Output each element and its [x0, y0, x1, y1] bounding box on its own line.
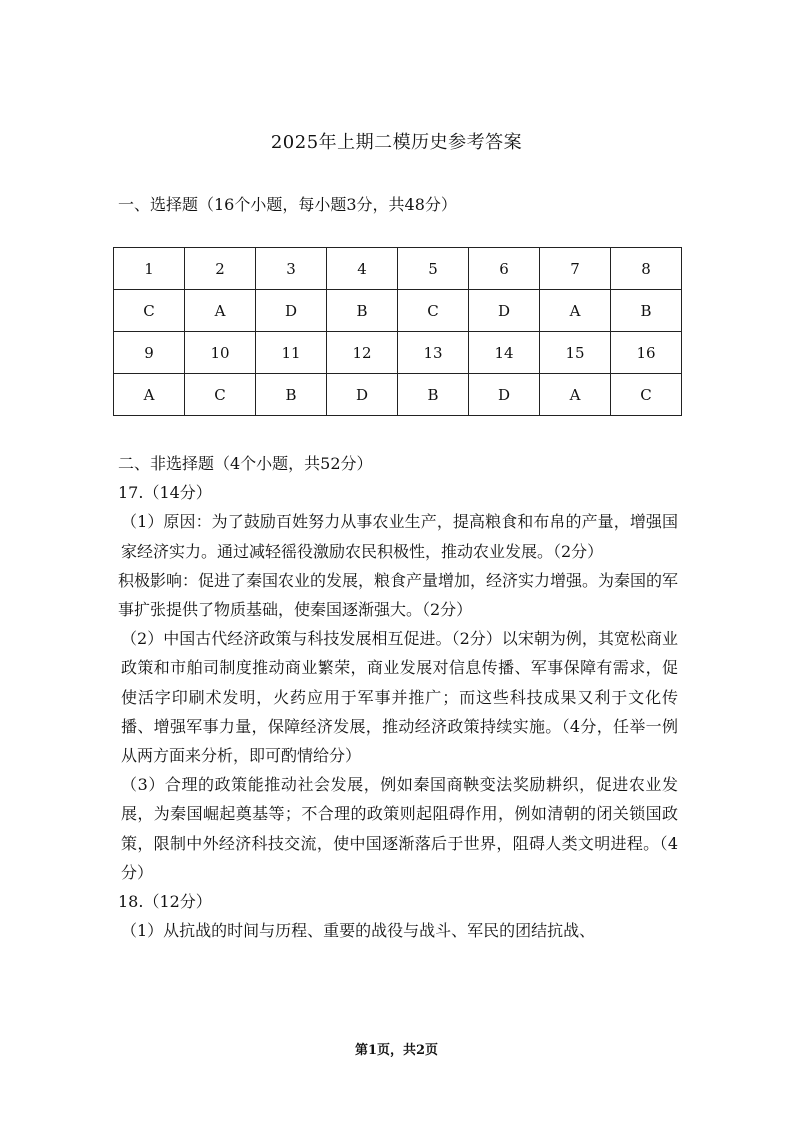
- table-cell: 13: [398, 332, 469, 374]
- page-title: 2025年上期二模历史参考答案: [270, 132, 523, 153]
- q17-part2: （2）中国古代经济政策与科技发展相互促进。（2分）以宋朝为例，其宽松商业政策和市舶司制度推动商业繁荣，商业发展对信息传播、军事保障有需求，促使活字印刷术发明，火药应用于军事并推广；而这些科技成果又利于文化传播、增强军事力量，保障经济发展，推动经济政策持续实施。（4分，任举一例从两方面来分析，即可酌情给分）: [121, 629, 678, 766]
- section1-heading: 一、选择题（16个小题，每小题3分，共48分）: [118, 195, 457, 214]
- table-cell: 9: [114, 332, 185, 374]
- table-row: [114, 332, 682, 374]
- page-footer: 第1页，共2页: [354, 1043, 439, 1058]
- table-cell: 10: [185, 332, 256, 374]
- table-cell: A: [540, 290, 611, 332]
- table-cell: 5: [398, 248, 469, 290]
- table-cell: 2: [185, 248, 256, 290]
- q17-part1: （1）原因：为了鼓励百姓努力从事农业生产，提高粮食和布帛的产量，增强国家经济实力。通过减轻徭役激励农民积极性，推动农业发展。（2分）: [121, 512, 678, 561]
- table-cell: B: [327, 290, 398, 332]
- table-cell: C: [185, 374, 256, 416]
- table-cell: D: [469, 290, 540, 332]
- table-cell: B: [611, 290, 682, 332]
- table-cell: C: [611, 374, 682, 416]
- q18-part1: （1）从抗战的时间与历程、重要的战役与战斗、军民的团结抗战、: [121, 921, 596, 941]
- table-cell: 7: [540, 248, 611, 290]
- q17-part3: （3）合理的政策能推动社会发展，例如秦国商鞅变法奖励耕织，促进农业发展，为秦国崛起奠基等；不合理的政策则起阻碍作用，例如清朝的闭关锁国政策，限制中外经济科技交流，使中国逐渐落后于世界，阻碍人类文明进程。（4分）: [121, 775, 678, 882]
- table-cell: C: [114, 290, 185, 332]
- table-cell: 6: [469, 248, 540, 290]
- answer-body: [118, 449, 678, 945]
- table-cell: 14: [469, 332, 540, 374]
- table-cell: 15: [540, 332, 611, 374]
- q18-label: 18.（12分）: [118, 892, 212, 912]
- table-cell: D: [469, 374, 540, 416]
- table-cell: B: [256, 374, 327, 416]
- table-cell: 4: [327, 248, 398, 290]
- q17-label: 17.（14分）: [118, 483, 212, 503]
- table-cell: C: [398, 290, 469, 332]
- table-cell: 3: [256, 248, 327, 290]
- table-cell: D: [256, 290, 327, 332]
- section2-heading: 二、非选择题（4个小题，共52分）: [118, 454, 373, 473]
- table-cell: D: [327, 374, 398, 416]
- table-cell: 1: [114, 248, 185, 290]
- table-row: [114, 290, 682, 332]
- table-cell: A: [185, 290, 256, 332]
- table-cell: 11: [256, 332, 327, 374]
- table-cell: A: [114, 374, 185, 416]
- table-row: [114, 248, 682, 290]
- table-cell: B: [398, 374, 469, 416]
- q17-impact: 积极影响：促进了秦国农业的发展，粮食产量增加，经济实力增强。为秦国的军事扩张提供了物质基础，使秦国逐渐强大。（2分）: [118, 570, 679, 620]
- answer-table: [113, 247, 682, 416]
- table-cell: 8: [611, 248, 682, 290]
- table-cell: 12: [327, 332, 398, 374]
- table-cell: 16: [611, 332, 682, 374]
- table-row: [114, 374, 682, 416]
- table-cell: A: [540, 374, 611, 416]
